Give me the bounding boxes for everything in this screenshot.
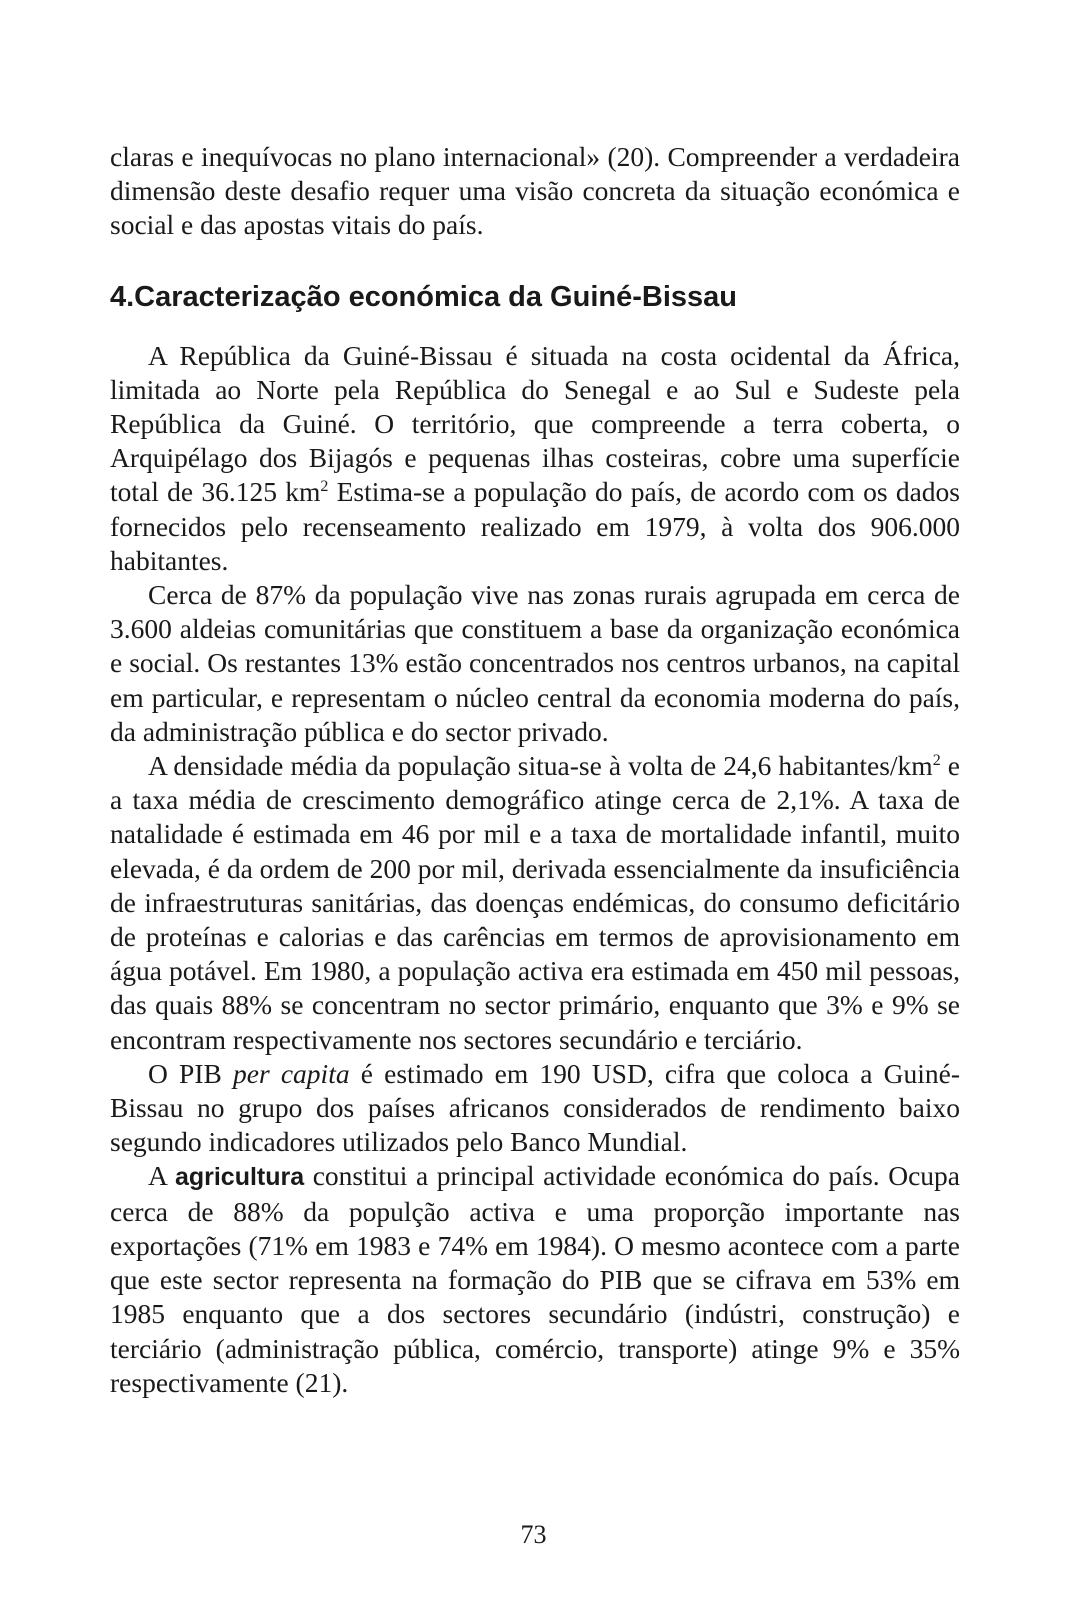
page-body bbox=[110, 140, 960, 1400]
bold-agricultura: agricultura bbox=[174, 1163, 305, 1192]
paragraph-geography-text-a: A República da Guiné-Bissau é situada na costa ocidental da África, limitada ao Norte pela República do Senegal e ao Sul e Sudeste pela República da Guiné. O território, que compreende a terra coberta, o Arquipélago dos Bijagós e pequenas ilhas costeiras, cobre uma superfície total de 36.125 km bbox=[110, 339, 960, 508]
paragraph-gdp-text-b: é estimado em 190 USD, cifra que coloca a Guiné-Bissau no grupo dos países africanos considerados de rendimento baixo segundo indicadores utilizados pelo Banco Mundial. bbox=[110, 1057, 960, 1158]
paragraph-density bbox=[110, 749, 960, 1057]
italic-per-capita: per capita bbox=[233, 1057, 350, 1089]
paragraph-gdp bbox=[110, 1057, 960, 1160]
section-heading: 4.Caracterização económica da Guiné-Bissau bbox=[110, 280, 737, 313]
paragraph-geography bbox=[110, 339, 960, 578]
paragraph-agriculture bbox=[110, 1159, 960, 1399]
paragraph-density-text-a: A densidade média da população situa-se à volta de 24,6 habitantes/km bbox=[148, 750, 933, 782]
paragraph-geography-text-b: Estima-se a população do país, de acordo com os dados fornecidos pelo recenseamento realizado em 1979, à volta dos 906.000 habitantes. bbox=[110, 476, 960, 576]
superscript-2: 2 bbox=[320, 478, 329, 496]
paragraph-rural-population: Cerca de 87% da população vive nas zonas rurais agrupada em cerca de 3.600 aldeias comunitárias que constituem a base da organização económica e social. Os restantes 13% estão concentrados nos centros urbanos, na capital em particular, e representam o núcleo central da economia moderna do país, da administração pública e do sector privado. bbox=[110, 579, 960, 747]
intro-paragraph: claras e inequívocas no plano internacional» (20). Compreender a verdadeira dimensão deste desafio requer uma visão concreta da situação económica e social e das apostas vitais do país. bbox=[110, 141, 960, 241]
paragraph-agriculture-text-a: A bbox=[148, 1160, 175, 1192]
paragraph-density-text-b: e a taxa média de crescimento demográfico atinge cerca de 2,1%. A taxa de natalidade é estimada em 46 por mil e a taxa de mortalidade infantil, muito elevada, é da ordem de 200 por mil, derivada essencialmente da insuficiência de infraestruturas sanitárias, das doenças endémicas, do consumo deficitário de proteínas e calorias e das carências em termos de aprovisionamento em água potável. Em 1980, a população activa era estimada em 450 mil pessoas, das quais 88% se concentram no sector primário, enquanto que 3% e 9% se encontram respectivamente nos sectores secundário e terciário. bbox=[110, 750, 960, 1055]
page-number: 73 bbox=[520, 1520, 547, 1549]
superscript-2: 2 bbox=[932, 752, 941, 770]
paragraph-agriculture-text-b: constitui a principal actividade económica do país. Ocupa cerca de 88% da populção activa e uma proporção importante nas exportações (71% em 1983 e 74% em 1984). O mesmo acontece com a parte que este sector representa na formação do PIB que se cifrava em 53% em 1985 enquanto que a dos sectores secundário (indústri, construção) e terciário (administração pública, comércio, transporte) atinge 9% e 35% respectivamente (21). bbox=[110, 1160, 961, 1398]
paragraph-gdp-text-a: O PIB bbox=[148, 1057, 234, 1089]
